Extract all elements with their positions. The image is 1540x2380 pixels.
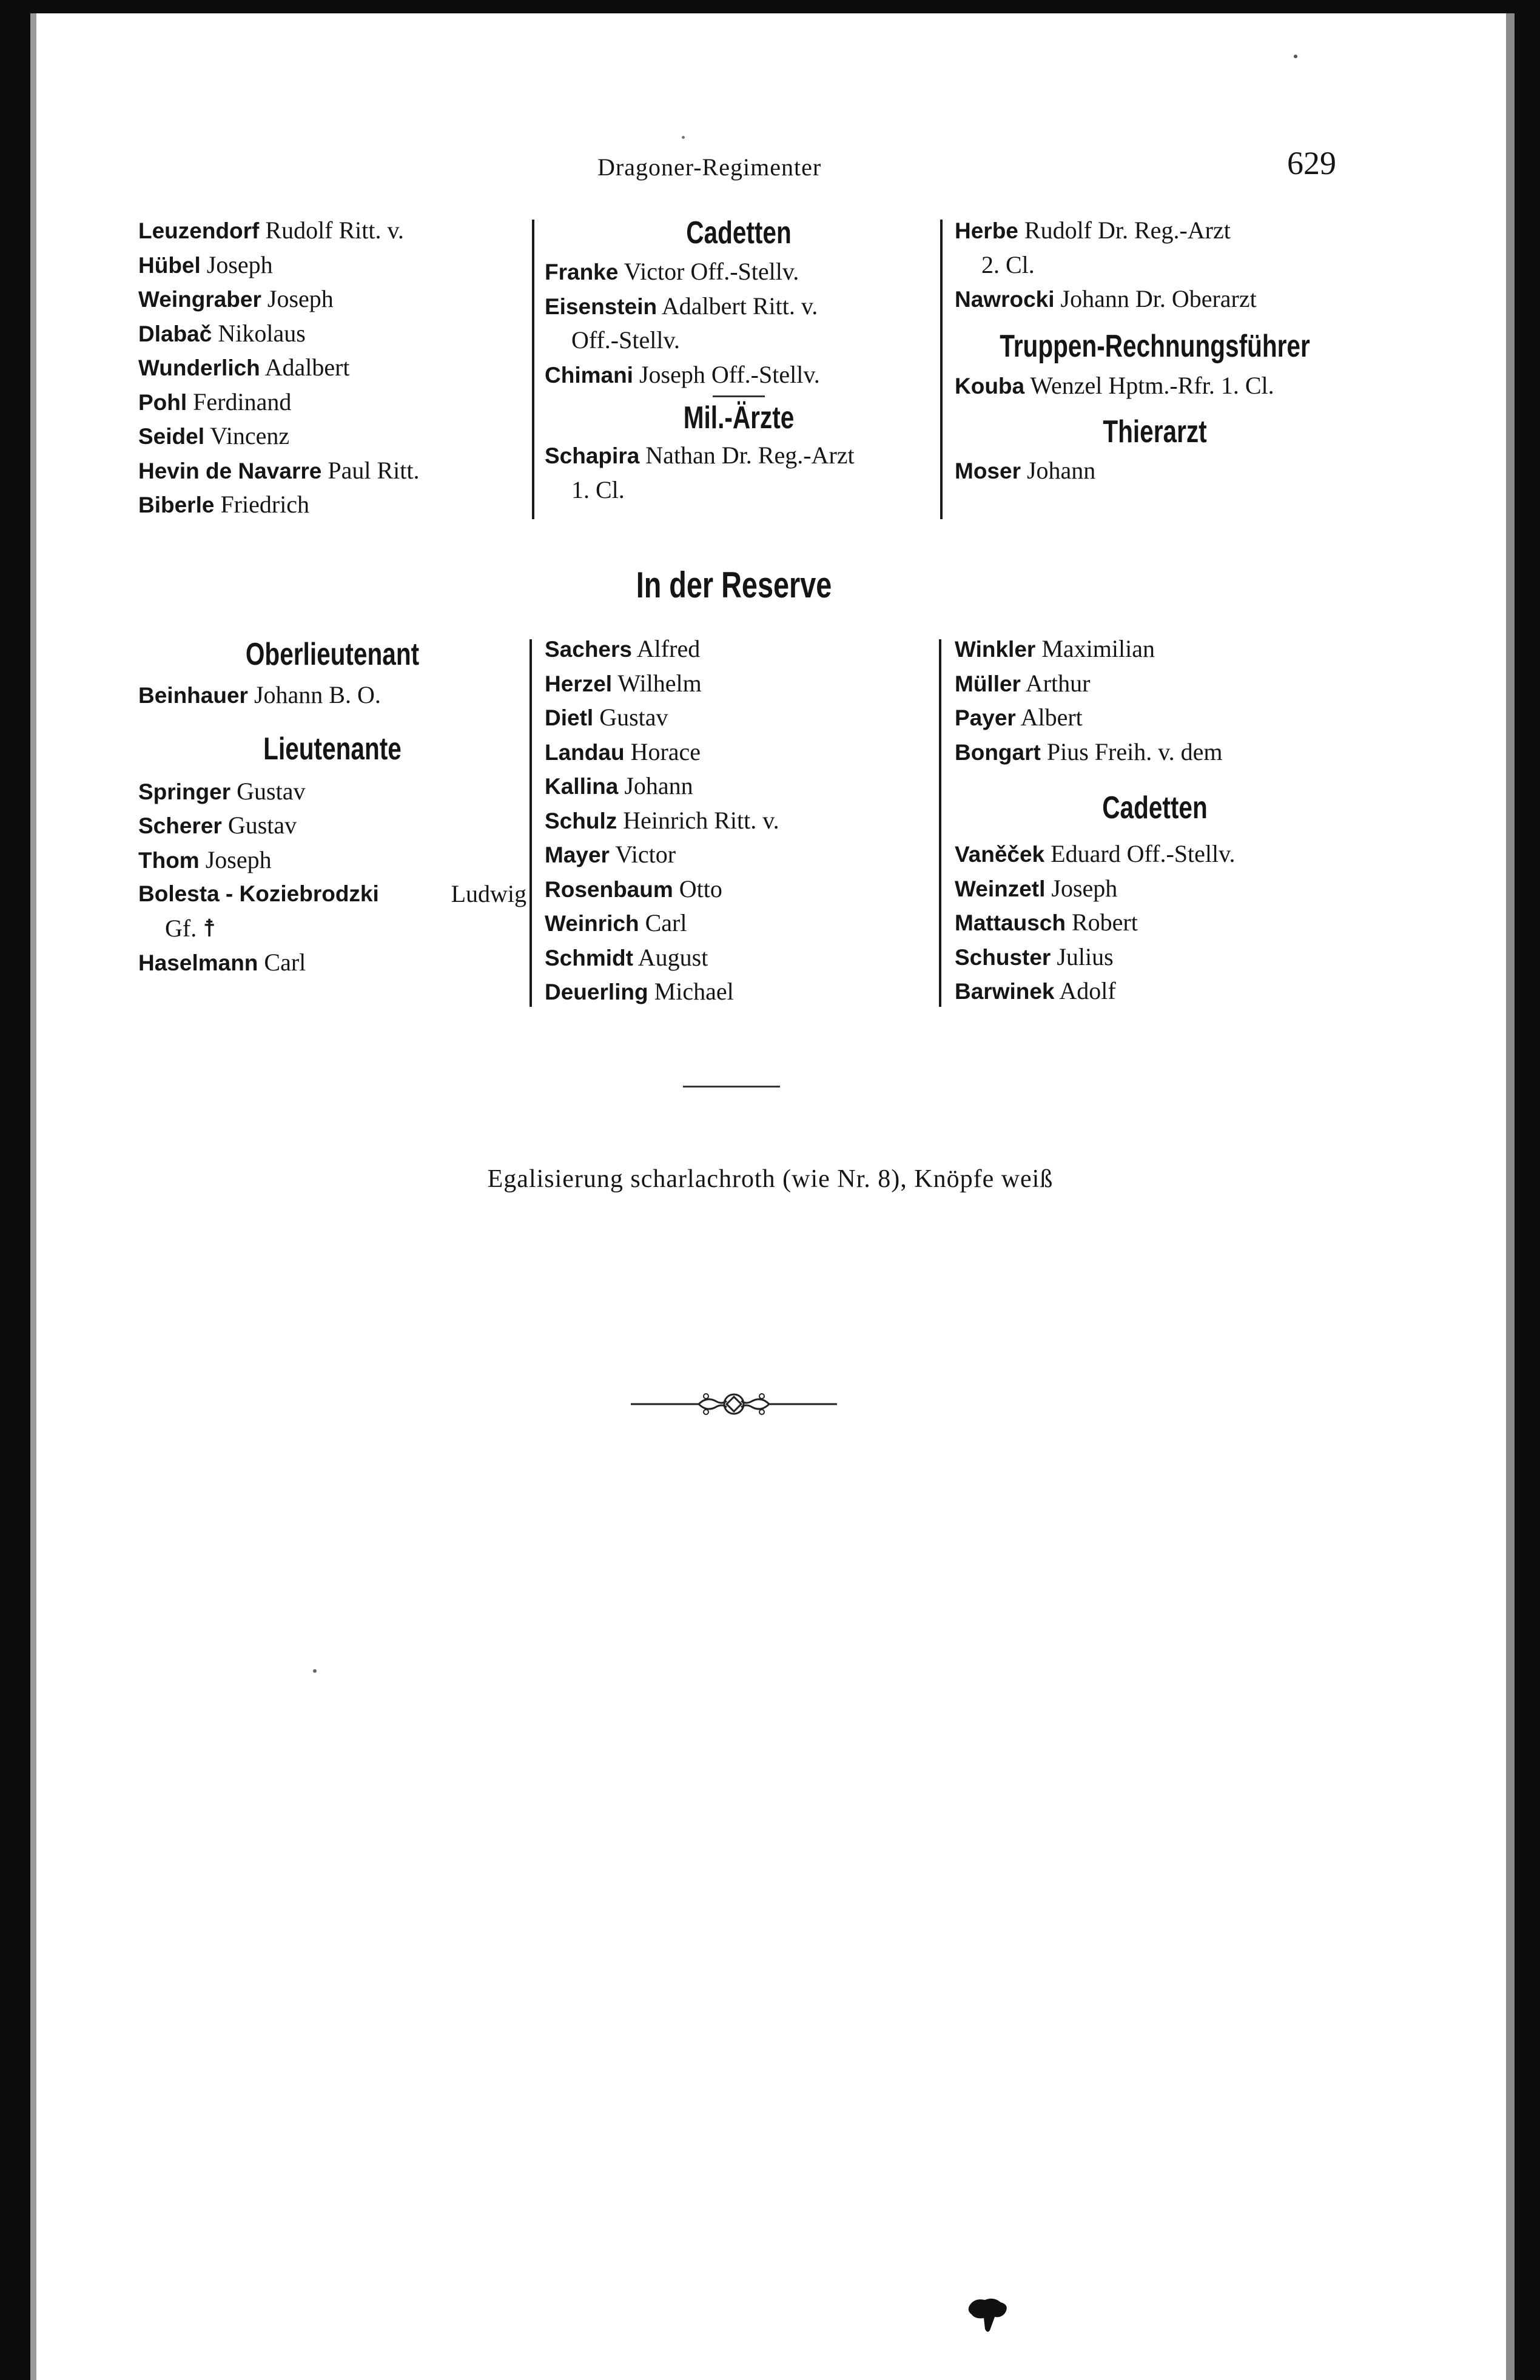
roster-entry: Kouba Wenzel Hptm.-Rfr. 1. Cl. bbox=[955, 371, 1274, 399]
roster-entry: Weinrich Carl bbox=[545, 909, 687, 936]
roster-entry: Eisenstein Adalbert Ritt. v. bbox=[545, 292, 818, 320]
running-title: Dragoner-Regimenter bbox=[597, 153, 822, 181]
reserve-column-2 bbox=[545, 632, 933, 1009]
roster-entry: Weingraber Joseph bbox=[138, 285, 334, 312]
roster-entry-continuation: Gf. ☨ bbox=[165, 914, 217, 942]
roster-entry: Hübel Joseph bbox=[138, 250, 273, 278]
scan-border-right-shade bbox=[1506, 13, 1515, 2380]
roster-entry: Scherer Gustav bbox=[138, 812, 297, 839]
roster-entry: Mayer Victor bbox=[545, 841, 676, 868]
ink-blot-icon bbox=[966, 2294, 1014, 2339]
section-heading-cadetten: Cadetten bbox=[686, 215, 792, 250]
roster-entry: Weinzetl Joseph bbox=[955, 874, 1118, 902]
roster-entry: Leuzendorf Rudolf Ritt. v. bbox=[138, 217, 404, 244]
roster-entry: Herbe Rudolf Dr. Reg.-Arzt bbox=[955, 217, 1231, 244]
roster-entry: Sachers Alfred bbox=[545, 635, 701, 662]
roster-entry: Wunderlich Adalbert bbox=[138, 354, 350, 381]
roster-entry: Bongart Pius Freih. v. dem bbox=[955, 738, 1223, 765]
roster-entry: Beinhauer Johann B. O. bbox=[138, 681, 381, 708]
top-column-1 bbox=[138, 213, 526, 522]
reserve-column-1 bbox=[138, 631, 526, 980]
roster-entry: Schulz Heinrich Ritt. v. bbox=[545, 806, 779, 834]
reserve-title-wrap bbox=[534, 564, 934, 606]
egalisierung-note: Egalisierung scharlachroth (wie Nr. 8), Knöpfe weiß bbox=[487, 1165, 1054, 1193]
roster-entry: Nawrocki Johann Dr. Oberarzt bbox=[955, 285, 1257, 312]
scan-border-right bbox=[1515, 0, 1540, 2380]
column-divider bbox=[940, 220, 943, 519]
section-heading-lieutenante: Lieutenante bbox=[263, 731, 402, 767]
roster-entry: Schuster Julius bbox=[955, 943, 1114, 970]
section-heading-mil-aerzte: Mil.-Ärzte bbox=[683, 400, 795, 435]
roster-entry-continuation: 1. Cl. bbox=[571, 476, 625, 503]
roster-entry: Dlabač Nikolaus bbox=[138, 319, 306, 347]
roster-entry: Winkler Maximilian bbox=[955, 635, 1155, 662]
section-rule bbox=[683, 1086, 780, 1087]
roster-entry: Schapira Nathan Dr. Reg.-Arzt bbox=[545, 442, 855, 469]
roster-entry: Hevin de Navarre Paul Ritt. bbox=[138, 456, 420, 484]
scan-border-left bbox=[0, 0, 30, 2380]
roster-entry: Barwinek Adolf bbox=[955, 977, 1116, 1004]
roster-entry: Kallina Johann bbox=[545, 772, 693, 799]
roster-entry: Rosenbaum Otto bbox=[545, 875, 722, 903]
roster-entry: Franke Victor Off.-Stellv. bbox=[545, 258, 799, 285]
roster-entry: Deuerling Michael bbox=[545, 978, 734, 1005]
column-divider bbox=[530, 639, 532, 1007]
top-column-3 bbox=[955, 213, 1355, 488]
roster-entry-continuation: 2. Cl. bbox=[981, 250, 1035, 278]
roster-entry: Springer Gustav bbox=[138, 777, 306, 805]
ornament-rule-icon bbox=[631, 1389, 837, 1422]
roster-entry: Payer Albert bbox=[955, 704, 1083, 731]
section-heading-cadetten: Cadetten bbox=[1102, 790, 1208, 825]
column-divider bbox=[532, 220, 534, 519]
roster-entry: Vaněček Eduard Off.-Stellv. bbox=[955, 840, 1236, 867]
scan-border-top bbox=[0, 0, 1540, 13]
scan-border-left-shade bbox=[30, 13, 36, 2380]
column-divider bbox=[939, 639, 941, 1007]
roster-entry: Thom Joseph bbox=[138, 845, 272, 873]
speck bbox=[1294, 55, 1297, 58]
section-heading-thierarzt: Thierarzt bbox=[1103, 414, 1207, 449]
roster-entry: Biberle Friedrich bbox=[138, 491, 310, 518]
roster-entry: Bolesta - Koziebrodzki Ludwig bbox=[138, 880, 526, 907]
roster-entry: Landau Horace bbox=[545, 738, 701, 765]
speck bbox=[313, 1669, 317, 1673]
reserve-title: In der Reserve bbox=[636, 565, 832, 605]
roster-entry: Haselmann Carl bbox=[138, 949, 306, 976]
roster-entry-continuation: Off.-Stellv. bbox=[571, 326, 680, 354]
roster-entry: Müller Arthur bbox=[955, 669, 1091, 697]
roster-entry: Dietl Gustav bbox=[545, 704, 668, 731]
top-column-2 bbox=[545, 211, 933, 507]
roster-entry: Mattausch Robert bbox=[955, 909, 1138, 936]
roster-entry: Pohl Ferdinand bbox=[138, 388, 292, 415]
speck bbox=[682, 136, 685, 139]
roster-entry: Moser Johann bbox=[955, 457, 1096, 484]
section-heading-rechnungsfuehrer: Truppen-Rechnungsführer bbox=[1000, 328, 1310, 364]
roster-entry: Schmidt August bbox=[545, 943, 708, 971]
reserve-column-3 bbox=[955, 632, 1355, 1009]
section-heading-oberlieutenant: Oberlieutenant bbox=[245, 637, 420, 672]
roster-entry: Seidel Vincenz bbox=[138, 422, 290, 449]
roster-entry: Chimani Joseph Off.-Stellv. bbox=[545, 360, 820, 388]
roster-entry: Herzel Wilhelm bbox=[545, 669, 702, 697]
page-number: 629 bbox=[1287, 145, 1336, 181]
